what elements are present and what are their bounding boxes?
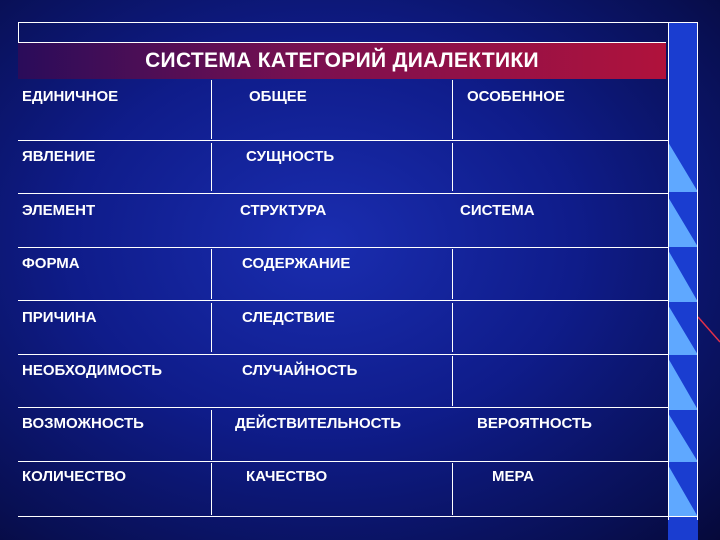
col-divider-2	[452, 463, 453, 515]
table-cell: МЕРА	[492, 468, 535, 485]
table-cell: НЕОБХОДИМОСТЬ	[22, 362, 163, 379]
left-border	[18, 22, 19, 42]
table-cell: ФОРМА	[22, 255, 80, 272]
table-cell: ВЕРОЯТНОСТЬ	[477, 415, 592, 432]
row-divider	[18, 461, 668, 462]
row-divider	[18, 140, 668, 141]
right-border-outer	[697, 22, 698, 520]
top-border	[18, 22, 698, 23]
col-divider-2	[452, 143, 453, 191]
table-cell: ЭЛЕМЕНТ	[22, 202, 96, 219]
table-cell: ДЕЙСТВИТЕЛЬНОСТЬ	[235, 415, 402, 432]
col-divider-1	[211, 463, 212, 515]
row-divider	[18, 193, 668, 194]
row-divider	[18, 516, 698, 517]
col-divider-1	[211, 80, 212, 139]
table-cell: ОБЩЕЕ	[249, 88, 307, 105]
table-cell: КАЧЕСТВО	[246, 468, 328, 485]
row-divider	[18, 300, 668, 301]
col-divider-2	[452, 303, 453, 352]
table-cell: ВОЗМОЖНОСТЬ	[22, 415, 144, 432]
col-divider-2	[452, 356, 453, 406]
col-divider-1	[211, 410, 212, 460]
table-cell: КОЛИЧЕСТВО	[22, 468, 127, 485]
col-divider-1	[211, 249, 212, 299]
table-cell: СЛУЧАЙНОСТЬ	[242, 362, 358, 379]
decorative-triangles	[668, 22, 720, 540]
table-cell: ЕДИНИЧНОЕ	[22, 88, 119, 105]
page-title: СИСТЕМА КАТЕГОРИЙ ДИАЛЕКТИКИ	[145, 49, 539, 72]
table-cell: ОСОБЕННОЕ	[467, 88, 565, 105]
table-cell: СОДЕРЖАНИЕ	[242, 255, 351, 272]
col-divider-2	[452, 249, 453, 299]
table-cell: СИСТЕМА	[460, 202, 535, 219]
table-cell: ПРИЧИНА	[22, 309, 97, 326]
right-border-inner	[668, 22, 669, 520]
col-divider-1	[211, 143, 212, 191]
row-divider	[18, 407, 668, 408]
row-divider	[18, 247, 668, 248]
table-cell: СЛЕДСТВИЕ	[242, 309, 335, 326]
table-cell: СУЩНОСТЬ	[246, 148, 335, 165]
col-divider-2	[452, 80, 453, 139]
row-divider	[18, 354, 668, 355]
title-bar	[18, 42, 666, 79]
col-divider-1	[211, 303, 212, 352]
table-cell: СТРУКТУРА	[240, 202, 327, 219]
table-cell: ЯВЛЕНИЕ	[22, 148, 96, 165]
